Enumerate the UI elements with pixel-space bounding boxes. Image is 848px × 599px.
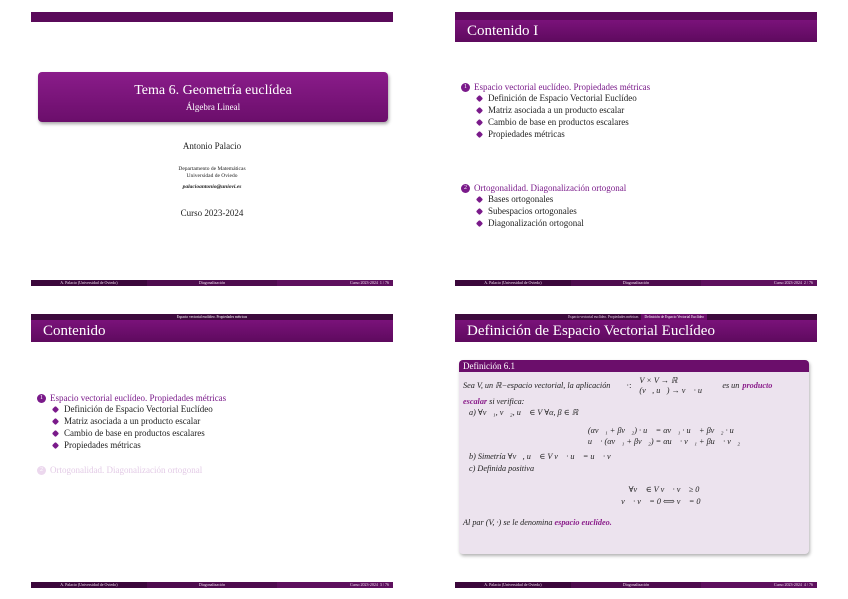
section-number-icon: 1 <box>461 83 470 92</box>
footer-course: Curso 2023-2024 2 / 76 <box>701 280 817 286</box>
slide-4 <box>455 314 817 588</box>
footer-topic: Diagonalización <box>147 582 277 588</box>
footer-topic: Diagonalización <box>571 582 701 588</box>
page-number: 1 / 76 <box>379 280 389 285</box>
diamond-bullet-icon <box>476 130 483 137</box>
diamond-bullet-icon <box>476 207 483 214</box>
term-espacio-euclideo: espacio euclídeo. <box>554 518 612 527</box>
slide-footer <box>455 280 817 286</box>
department: Departamento de Matemáticas <box>178 166 246 172</box>
diamond-bullet-icon <box>476 106 483 113</box>
footer-author: A. Palacio (Universidad de Oviedo) <box>455 280 571 286</box>
equation-c2: v⃗ · v⃗ = 0 ⟺ v⃗ = 0⃗ <box>621 497 707 506</box>
definition-intro-2: escalar si verifica: <box>463 397 525 406</box>
slide-3 <box>31 314 393 588</box>
footer-topic: Diagonalización <box>571 280 701 286</box>
equation-a2: u⃗ · (αv⃗₁ + βv⃗₂) = αu⃗ · v⃗₁ + βu⃗ · v⃗₂ <box>587 437 741 446</box>
toc-subsection[interactable]: Diagonalización ortogonal <box>477 217 626 229</box>
slide-footer <box>31 280 393 286</box>
university: Universidad de Oviedo <box>186 173 238 179</box>
equation-c1: ∀v⃗ ∈ V v⃗ · v⃗ ≥ 0 <box>628 485 700 494</box>
toc-subsection[interactable]: Matriz asociada a un producto escalar <box>477 104 650 116</box>
toc-subsection[interactable]: Propiedades métricas <box>53 439 226 451</box>
toc-subsection[interactable]: Cambio de base en productos escalares <box>477 116 650 128</box>
footer-course: Curso 2023-2024 4 / 76 <box>701 582 817 588</box>
toc-subsection[interactable]: Bases ortogonales <box>477 193 626 205</box>
slide-title: Contenido <box>31 320 393 342</box>
slide-footer <box>455 582 817 588</box>
toc-section[interactable] <box>461 82 650 92</box>
toc-subsection[interactable]: Definición de Espacio Vectorial Euclídeo <box>477 92 650 104</box>
diamond-bullet-icon <box>52 441 59 448</box>
diamond-bullet-icon <box>52 417 59 424</box>
table-of-contents-2 <box>461 183 626 229</box>
footer-course: Curso 2023-2024 3 / 76 <box>277 582 393 588</box>
diamond-bullet-icon <box>52 405 59 412</box>
condition-c: c) Definida positiva <box>469 464 535 473</box>
diamond-bullet-icon <box>476 219 483 226</box>
table-of-contents <box>37 393 226 475</box>
map-definition: V × V → ℝ (v⃗, u⃗) → v⃗ · u⃗ <box>639 376 709 395</box>
footer-course: Curso 2023-2024 1 / 76 <box>277 280 393 286</box>
author-name: Antonio Palacio <box>182 141 242 151</box>
toc-subsection[interactable]: Definición de Espacio Vectorial Euclídeo <box>53 403 226 415</box>
diamond-bullet-icon <box>52 429 59 436</box>
title-box <box>38 72 388 122</box>
course-year: Curso 2023-2024 <box>180 208 244 218</box>
footer-author: A. Palacio (Universidad de Oviedo) <box>31 582 147 588</box>
toc-section-faded[interactable] <box>37 465 226 475</box>
definition-body <box>459 372 809 531</box>
headline-section[interactable]: Espacio vectorial euclídeo. Propiedades métricas <box>176 315 248 319</box>
toc-subsection[interactable]: Subespacios ortogonales <box>477 205 626 217</box>
author-email: palacioantonio@uniovi.es <box>182 184 242 190</box>
toc-section-label: Ortogonalidad. Diagonalización ortogonal <box>474 183 627 193</box>
presentation-subtitle: Álgebra Lineal <box>185 102 241 112</box>
definition-intro: Sea V, un ℝ−espacio vectorial, la aplicación ·: V × V → ℝ (v⃗, u⃗) → v⃗ · u⃗ es un producto <box>463 376 773 395</box>
toc-section[interactable] <box>37 393 226 403</box>
page-number: 4 / 76 <box>803 582 813 587</box>
footer-author: A. Palacio (Universidad de Oviedo) <box>31 280 147 286</box>
toc-section-label: Espacio vectorial euclídeo. Propiedades métricas <box>50 393 227 403</box>
section-number-icon: 2 <box>461 184 470 193</box>
slide-title: Definición de Espacio Vectorial Euclídeo <box>455 320 817 342</box>
diamond-bullet-icon <box>476 195 483 202</box>
slide-2 <box>455 12 817 286</box>
toc-subsection[interactable]: Propiedades métricas <box>477 128 650 140</box>
toc-subsection[interactable]: Matriz asociada a un producto escalar <box>53 415 226 427</box>
footer-topic: Diagonalización <box>147 280 277 286</box>
slide-footer <box>31 582 393 588</box>
section-number-icon: 2 <box>37 466 46 475</box>
section-number-icon: 1 <box>37 394 46 403</box>
slide-1 <box>31 12 393 286</box>
headline-section[interactable]: Espacio vectorial euclídeo. Propiedades métricas <box>568 315 639 319</box>
diamond-bullet-icon <box>476 94 483 101</box>
toc-subsection[interactable]: Cambio de base en productos escalares <box>53 427 226 439</box>
table-of-contents <box>461 82 650 140</box>
slide-top-bar <box>31 12 393 22</box>
term-producto: producto <box>742 381 773 390</box>
page-number: 2 / 76 <box>803 280 813 285</box>
slide-top-bar <box>455 12 817 20</box>
diamond-bullet-icon <box>476 118 483 125</box>
condition-a: a) ∀v⃗₁, v⃗₂, u⃗ ∈ V ∀α, β ∈ ℝ <box>469 408 579 417</box>
toc-section-label: Espacio vectorial euclídeo. Propiedades métricas <box>474 82 651 92</box>
footer-author: A. Palacio (Universidad de Oviedo) <box>455 582 571 588</box>
definition-closing: Al par (V, ·) se le denomina espacio euclídeo. <box>463 518 612 527</box>
condition-b: b) Simetría ∀v⃗, u⃗ ∈ V v⃗ · u⃗ = u⃗ · v⃗ <box>469 452 618 461</box>
toc-section-label: Ortogonalidad. Diagonalización ortogonal <box>50 465 203 475</box>
page-number: 3 / 76 <box>379 582 389 587</box>
definition-title: Definición 6.1 <box>459 360 809 372</box>
term-escalar: escalar <box>463 397 488 406</box>
slide-title: Contenido I <box>455 20 817 42</box>
toc-section[interactable] <box>461 183 626 193</box>
presentation-title: Tema 6. Geometría euclídea <box>134 83 292 98</box>
definition-block <box>459 360 809 554</box>
equation-a1: (αv⃗₁ + βv⃗₂) · u⃗ = αv⃗₁ · u⃗ + βv⃗₂ · u⃗ <box>587 426 741 435</box>
headline-subsection[interactable]: Definición de Espacio Vectorial Euclídeo <box>641 314 706 320</box>
